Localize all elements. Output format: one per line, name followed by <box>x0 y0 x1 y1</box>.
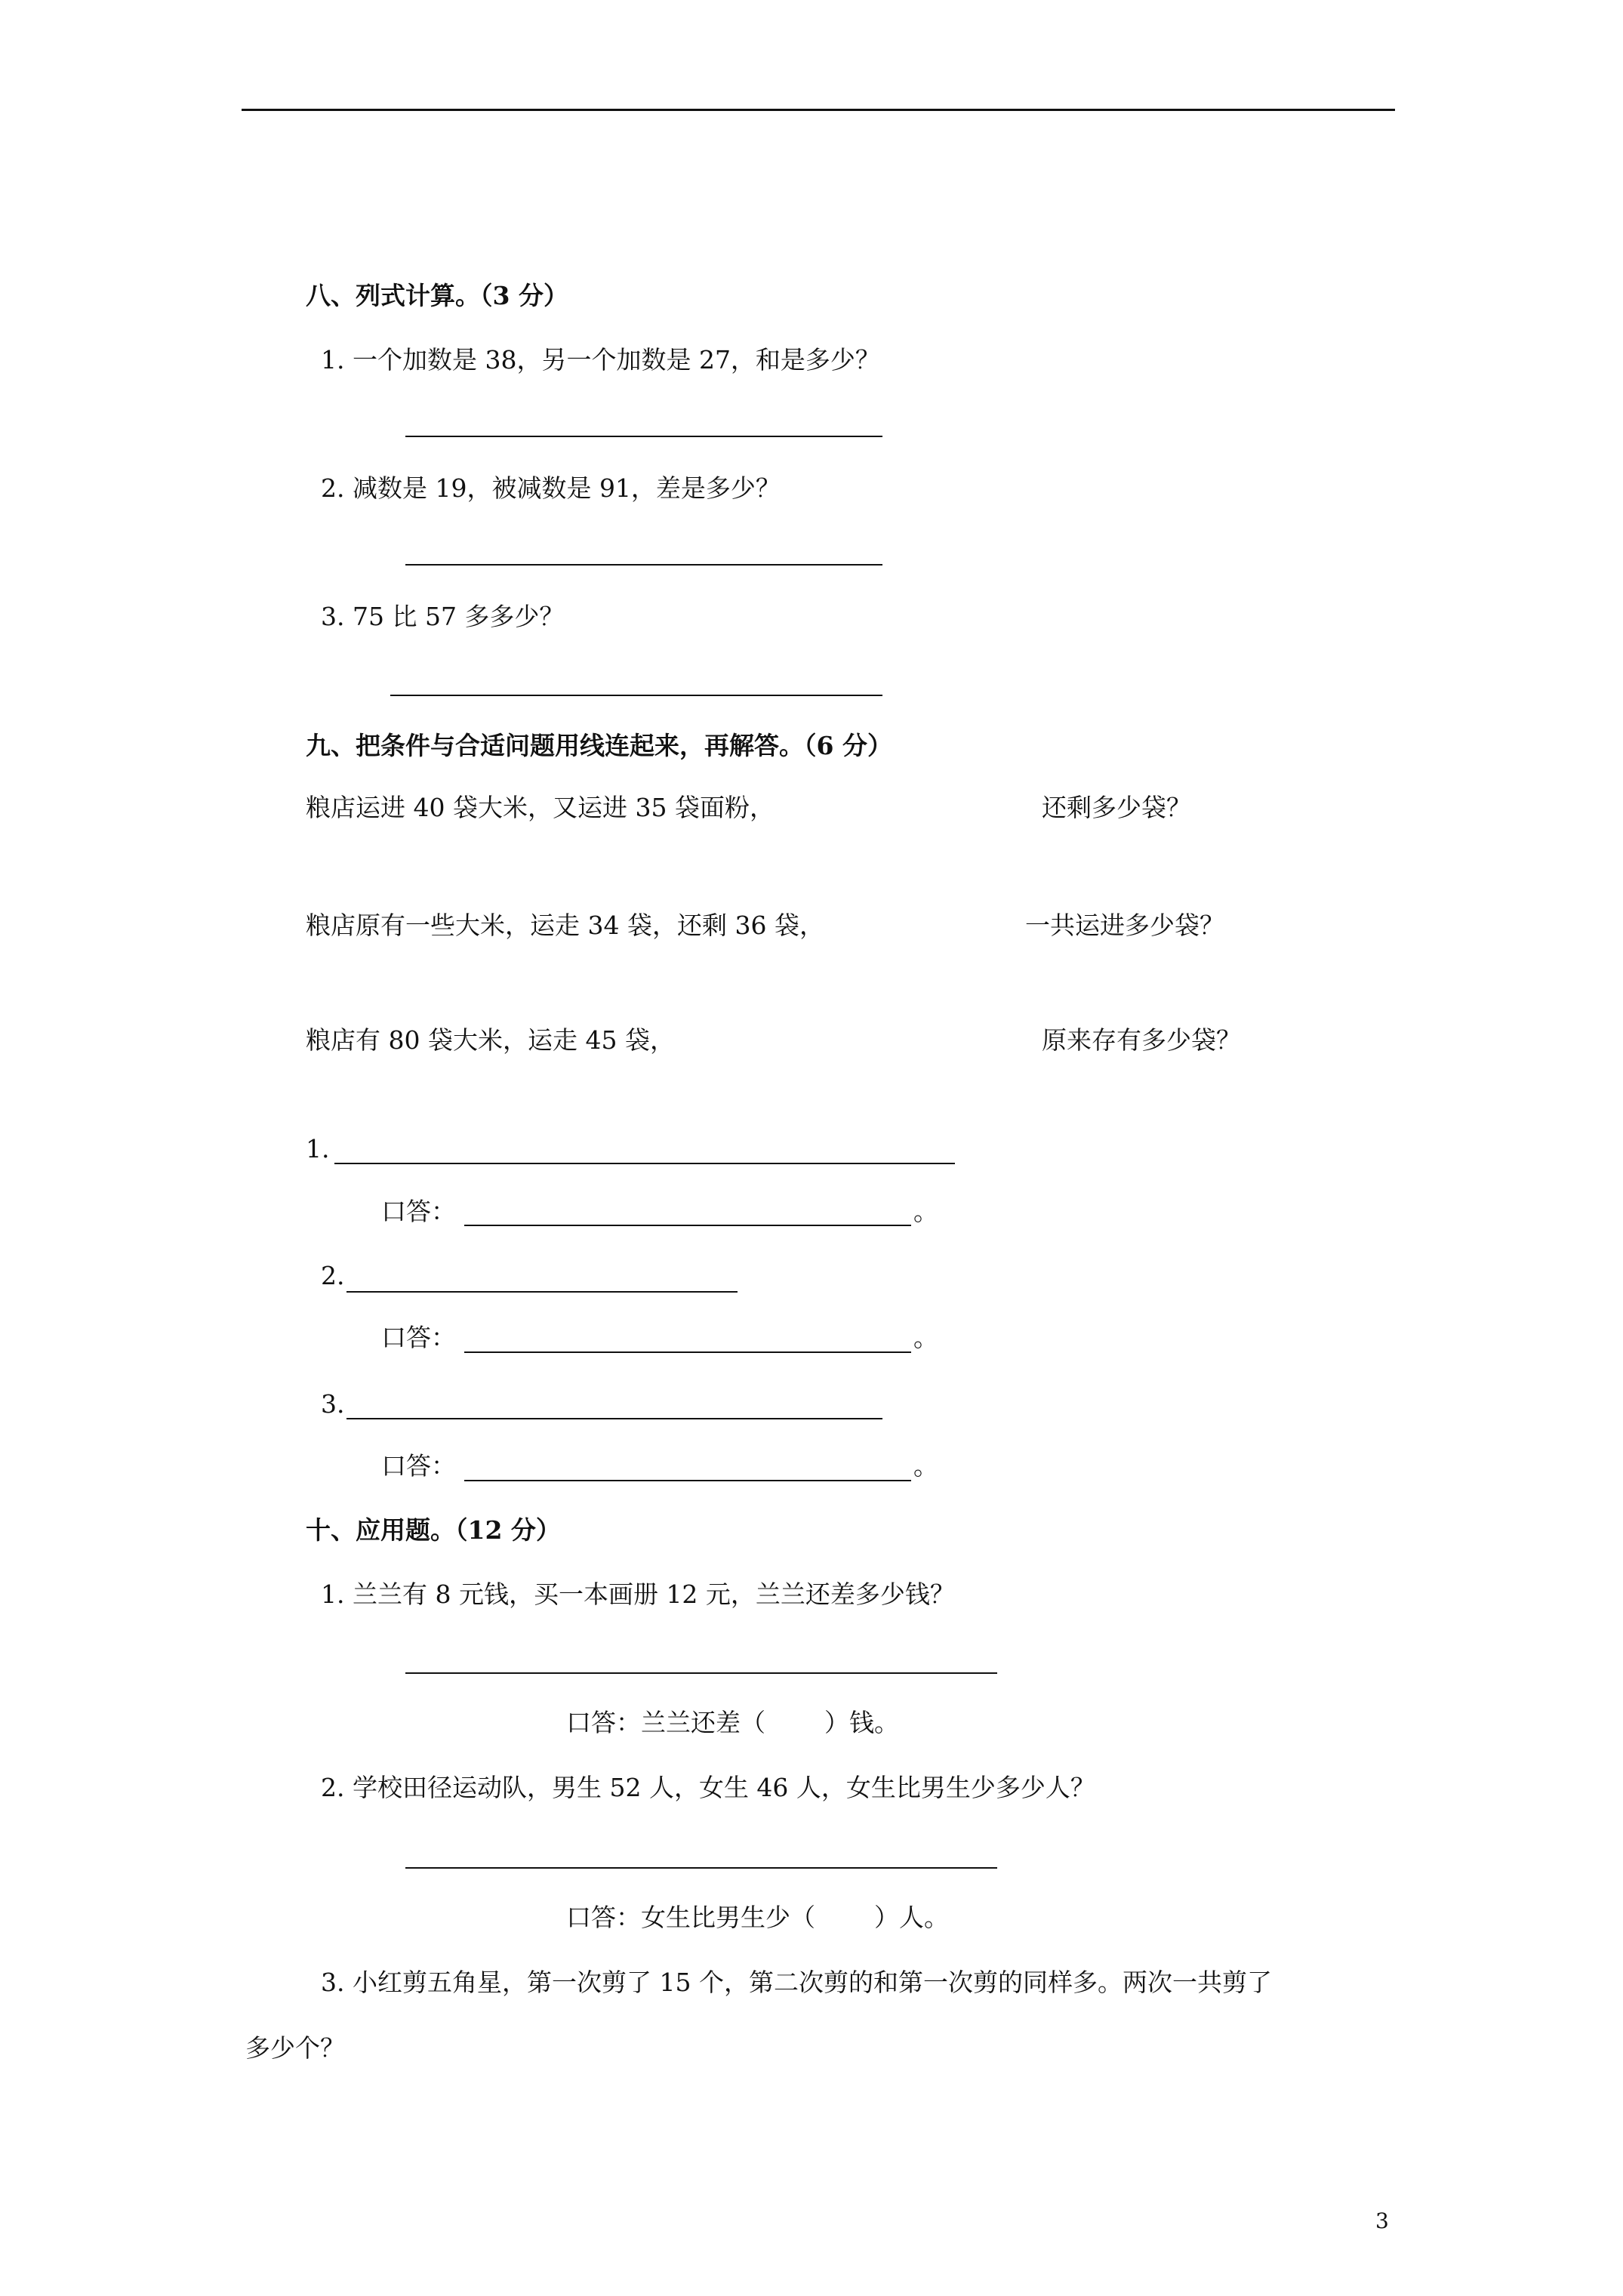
period: 。 <box>913 1451 938 1481</box>
answer-line <box>390 695 882 696</box>
answer-suffix: ）人。 <box>874 1903 949 1932</box>
question-option-3: 原来存有多少袋？ <box>1042 1025 1241 1055</box>
period: 。 <box>913 1197 938 1226</box>
condition-2: 粮店原有一些大米，运走 34 袋，还剩 36 袋， <box>306 911 824 940</box>
question-option-2: 一共运进多少袋？ <box>1025 911 1224 940</box>
answer-label: 口答： <box>381 1451 456 1481</box>
section-8-question-1: 1. 一个加数是 38，另一个加数是 27，和是多少？ <box>321 345 880 374</box>
section-10-question-1: 1. 兰兰有 8 元钱，买一本画册 12 元，兰兰还差多少钱？ <box>321 1579 955 1609</box>
answer-line <box>405 1867 997 1869</box>
section-8-heading: 八、列式计算。（3 分） <box>306 281 568 310</box>
answer-line <box>464 1480 911 1481</box>
answer-line <box>346 1291 738 1293</box>
section-10-question-3-line-1: 3. 小红剪五角星，第一次剪了 15 个，第二次剪的和第一次剪的同样多。两次一共剪了 <box>321 1968 1272 1997</box>
answer-label: 口答： <box>381 1197 456 1226</box>
answer-line <box>346 1418 882 1419</box>
answer-3-number: 3. <box>321 1389 345 1419</box>
section-10-heading: 十、应用题。（12 分） <box>306 1515 561 1545</box>
answer-line <box>405 436 882 437</box>
answer-line <box>334 1163 955 1164</box>
header-rule <box>242 109 1395 111</box>
question-2-answer <box>566 1903 949 1933</box>
page-number: 3 <box>1375 2208 1389 2233</box>
section-10-question-2: 2. 学校田径运动队，男生 52 人，女生 46 人，女生比男生少多少人？ <box>321 1773 1095 1802</box>
section-9-heading: 九、把条件与合适问题用线连起来，再解答。（6 分） <box>306 731 892 760</box>
condition-1: 粮店运进 40 袋大米，又运进 35 袋面粉， <box>306 793 775 822</box>
question-option-1: 还剩多少袋？ <box>1042 793 1191 822</box>
condition-3: 粮店有 80 袋大米，运走 45 袋， <box>306 1025 675 1055</box>
answer-label: 口答： <box>381 1323 456 1352</box>
question-1-answer <box>566 1708 899 1738</box>
answer-suffix: ）钱。 <box>824 1708 899 1737</box>
period: 。 <box>913 1323 938 1352</box>
section-8-question-2: 2. 减数是 19，被减数是 91，差是多少？ <box>321 473 781 503</box>
answer-1-number: 1. <box>306 1134 330 1163</box>
answer-line <box>464 1351 911 1353</box>
section-8-question-3: 3. 75 比 57 多多少？ <box>321 602 565 631</box>
answer-prefix: 口答：兰兰还差（ <box>566 1708 765 1737</box>
answer-line <box>405 1672 997 1674</box>
answer-prefix: 口答：女生比男生少（ <box>566 1903 815 1932</box>
section-10-question-3-line-2: 多少个？ <box>245 2033 345 2063</box>
answer-2-number: 2. <box>321 1261 345 1290</box>
answer-line <box>464 1225 911 1226</box>
answer-line <box>405 564 882 566</box>
